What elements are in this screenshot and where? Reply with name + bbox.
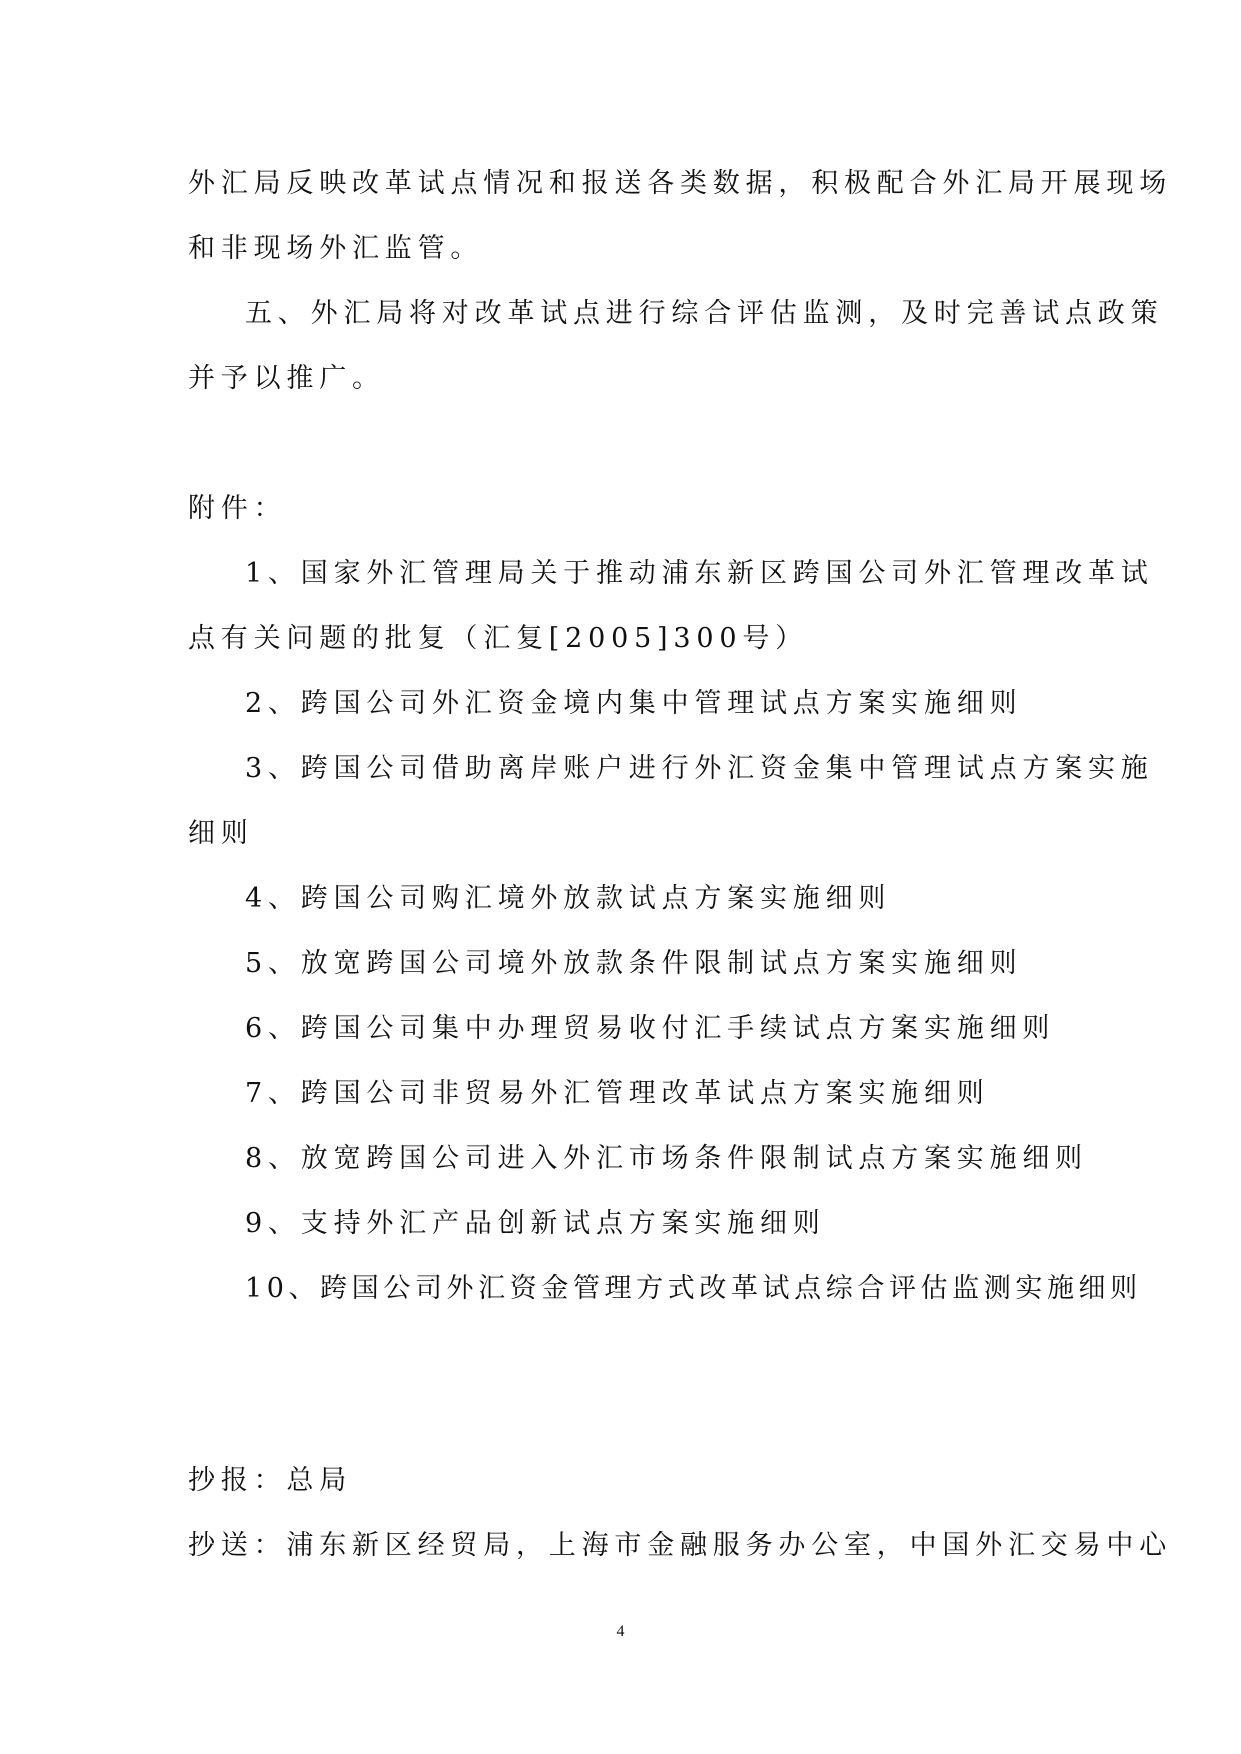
attachment-item-3-line-1: 3、跨国公司借助离岸账户进行外汇资金集中管理试点方案实施 xyxy=(245,753,1154,784)
attachment-item-6: 6、跨国公司集中办理贸易收付汇手续试点方案实施细则 xyxy=(245,1013,1056,1044)
attachment-item-1-line-2: 点有关问题的批复（汇复[2005]300号） xyxy=(188,623,808,654)
cc-report-to: 抄报：总局 xyxy=(188,1465,352,1496)
attachment-item-8: 8、放宽跨国公司进入外汇市场条件限制试点方案实施细则 xyxy=(245,1143,1088,1174)
attachment-item-1-line-1: 1、国家外汇管理局关于推动浦东新区跨国公司外汇管理改革试 xyxy=(245,558,1154,589)
paragraph-5-line-2: 并予以推广。 xyxy=(188,363,385,394)
paragraph-4-line-2: 和非现场外汇监管。 xyxy=(188,233,484,264)
page-number: 4 xyxy=(616,1623,625,1640)
attachment-item-7: 7、跨国公司非贸易外汇管理改革试点方案实施细则 xyxy=(245,1078,990,1109)
attachment-item-2: 2、跨国公司外汇资金境内集中管理试点方案实施细则 xyxy=(245,688,1023,719)
paragraph-5-line-1: 五、外汇局将对改革试点进行综合评估监测，及时完善试点政策 xyxy=(245,298,1164,329)
attachment-item-9: 9、支持外汇产品创新试点方案实施细则 xyxy=(245,1208,826,1239)
attachment-item-3-line-2: 细则 xyxy=(188,818,254,849)
attachment-item-5: 5、放宽跨国公司境外放款条件限制试点方案实施细则 xyxy=(245,948,1023,979)
paragraph-4-line-1: 外汇局反映改革试点情况和报送各类数据，积极配合外汇局开展现场 xyxy=(188,168,1172,199)
attachments-heading: 附件： xyxy=(188,493,287,524)
attachment-item-4: 4、跨国公司购汇境外放款试点方案实施细则 xyxy=(245,883,892,914)
cc-send-to: 抄送：浦东新区经贸局，上海市金融服务办公室，中国外汇交易中心 xyxy=(188,1530,1172,1561)
attachment-item-10: 10、跨国公司外汇资金管理方式改革试点综合评估监测实施细则 xyxy=(245,1273,1142,1304)
